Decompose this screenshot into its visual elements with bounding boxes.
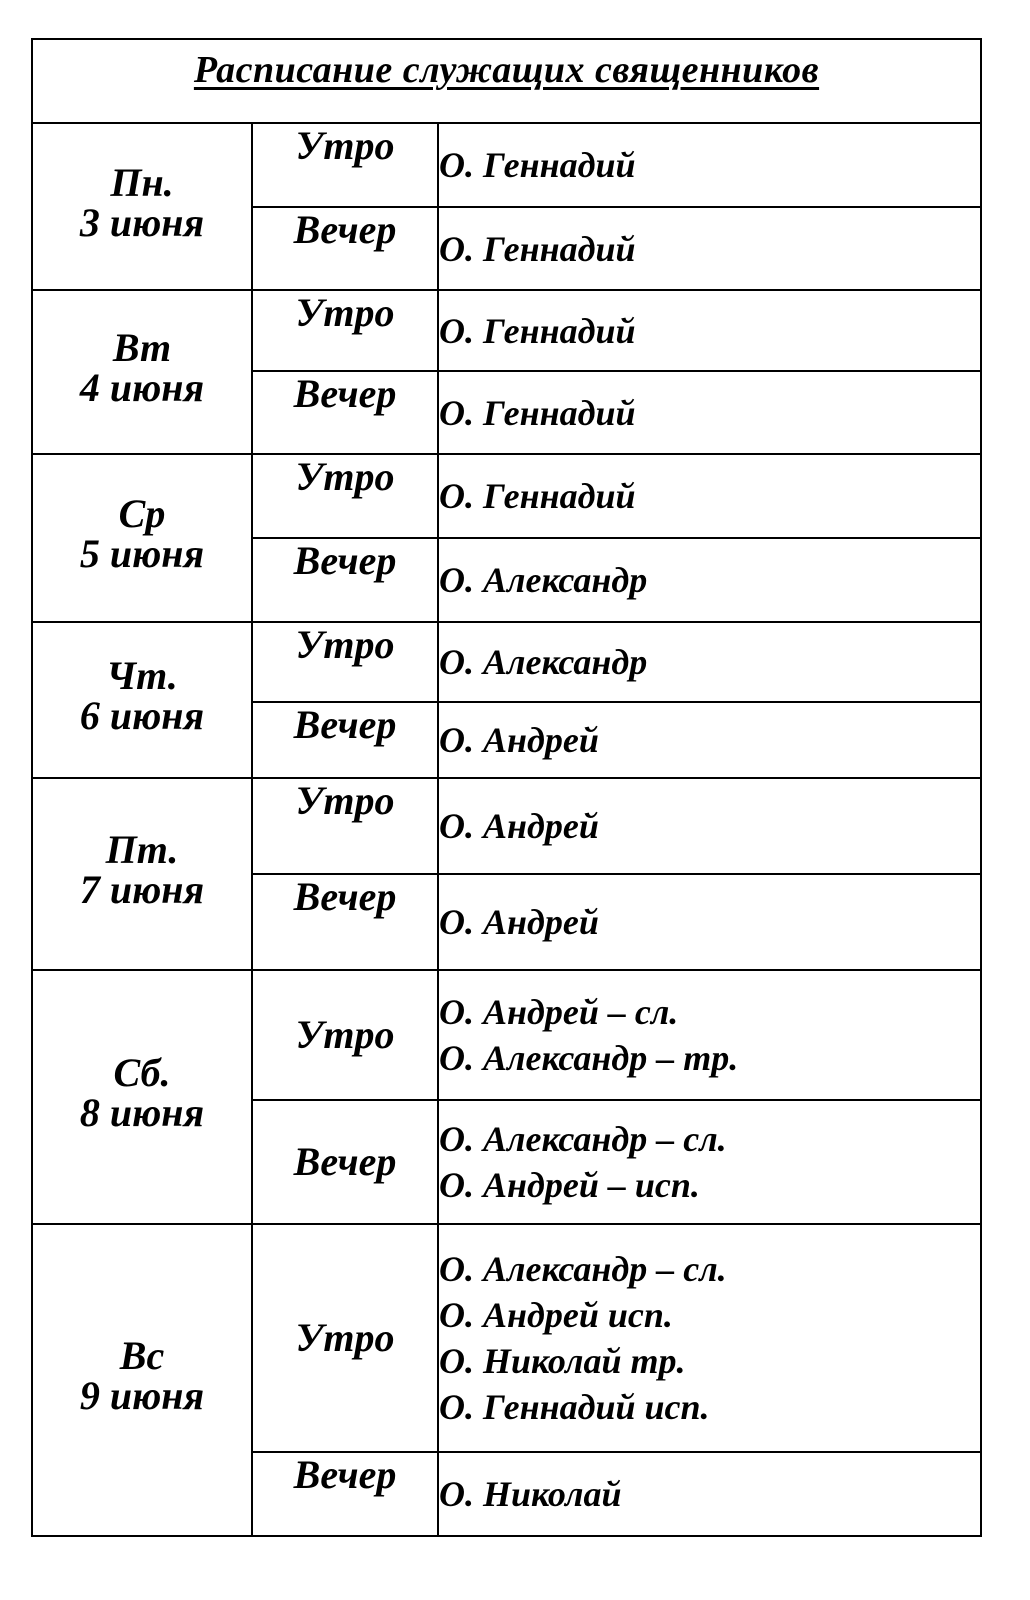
priest-entry: О. Андрей (439, 720, 599, 760)
period-cell: Вечер (252, 207, 438, 290)
day-date: 6 июня (79, 693, 205, 738)
priest-cell (438, 207, 981, 290)
day-date: 8 июня (79, 1090, 205, 1135)
day-date: 7 июня (79, 867, 205, 912)
table-row (32, 123, 981, 207)
period-cell: Вечер (252, 538, 438, 622)
day-cell (32, 622, 252, 778)
priest-entry: О. Александр (439, 642, 648, 682)
page-title: Расписание служащих священников (193, 49, 820, 91)
table-row (32, 970, 981, 1100)
day-name: Чт. (106, 653, 178, 698)
period-cell: Вечер (252, 1452, 438, 1536)
day-date: 9 июня (79, 1373, 205, 1418)
priest-entry: О. Андрей (439, 806, 599, 846)
period-cell: Утро (252, 123, 438, 207)
day-cell (32, 1224, 252, 1536)
priest-cell (438, 290, 981, 371)
priest-entry: О. Николай тр. (439, 1341, 686, 1381)
priest-cell (438, 778, 981, 874)
priest-cell (438, 454, 981, 538)
day-name: Ср (118, 491, 166, 536)
day-date: 5 июня (79, 531, 205, 576)
priest-cell (438, 622, 981, 702)
table-row (32, 622, 981, 702)
period-cell: Утро (252, 454, 438, 538)
priest-entry: О. Андрей исп. (439, 1295, 673, 1335)
priest-entry: О. Геннадий исп. (439, 1387, 710, 1427)
table-row (32, 454, 981, 538)
period-cell: Вечер (252, 1100, 438, 1224)
priest-cell (438, 1100, 981, 1224)
day-cell (32, 454, 252, 622)
priest-entry: О. Андрей (439, 902, 599, 942)
day-cell (32, 970, 252, 1224)
priest-cell (438, 538, 981, 622)
priest-entry: О. Александр – сл. (439, 1249, 727, 1289)
table-row (32, 1224, 981, 1452)
period-cell: Утро (252, 290, 438, 371)
table-row (32, 778, 981, 874)
priest-cell (438, 702, 981, 778)
period-cell: Утро (252, 622, 438, 702)
priest-cell (438, 874, 981, 970)
priest-entry: О. Геннадий (439, 145, 636, 185)
priest-entry: О. Геннадий (439, 310, 636, 351)
priest-cell (438, 970, 981, 1100)
period-cell: Утро (252, 778, 438, 874)
day-name: Пт. (105, 827, 179, 872)
day-name: Вт (112, 325, 172, 370)
priest-entry: О. Александр – тр. (439, 1038, 739, 1078)
priest-entry: О. Николай (439, 1474, 622, 1514)
title-row (32, 39, 981, 123)
priest-cell (438, 1452, 981, 1536)
priest-cell (438, 1224, 981, 1452)
day-cell (32, 290, 252, 454)
day-cell (32, 778, 252, 970)
priest-entry: О. Геннадий (439, 228, 636, 269)
period-cell: Вечер (252, 702, 438, 778)
priest-entry: О. Андрей – исп. (439, 1165, 700, 1205)
day-name: Вс (119, 1333, 165, 1378)
period-cell: Утро (252, 1224, 438, 1452)
priest-cell (438, 371, 981, 454)
day-cell (32, 123, 252, 290)
priest-entry: О. Геннадий (439, 392, 636, 433)
day-name: Пн. (110, 159, 174, 205)
priest-entry: О. Геннадий (439, 476, 636, 516)
day-date: 4 июня (79, 365, 205, 410)
priest-entry: О. Александр – сл. (439, 1119, 727, 1159)
day-date: 3 июня (79, 199, 205, 245)
table-row (32, 290, 981, 371)
priest-cell (438, 123, 981, 207)
priest-entry: О. Александр (439, 560, 648, 600)
day-name: Сб. (113, 1050, 171, 1095)
priest-entry: О. Андрей – сл. (439, 992, 679, 1032)
period-cell: Вечер (252, 874, 438, 970)
title-cell (32, 39, 981, 123)
period-cell: Вечер (252, 371, 438, 454)
schedule-table (31, 38, 982, 1537)
period-cell: Утро (252, 970, 438, 1100)
